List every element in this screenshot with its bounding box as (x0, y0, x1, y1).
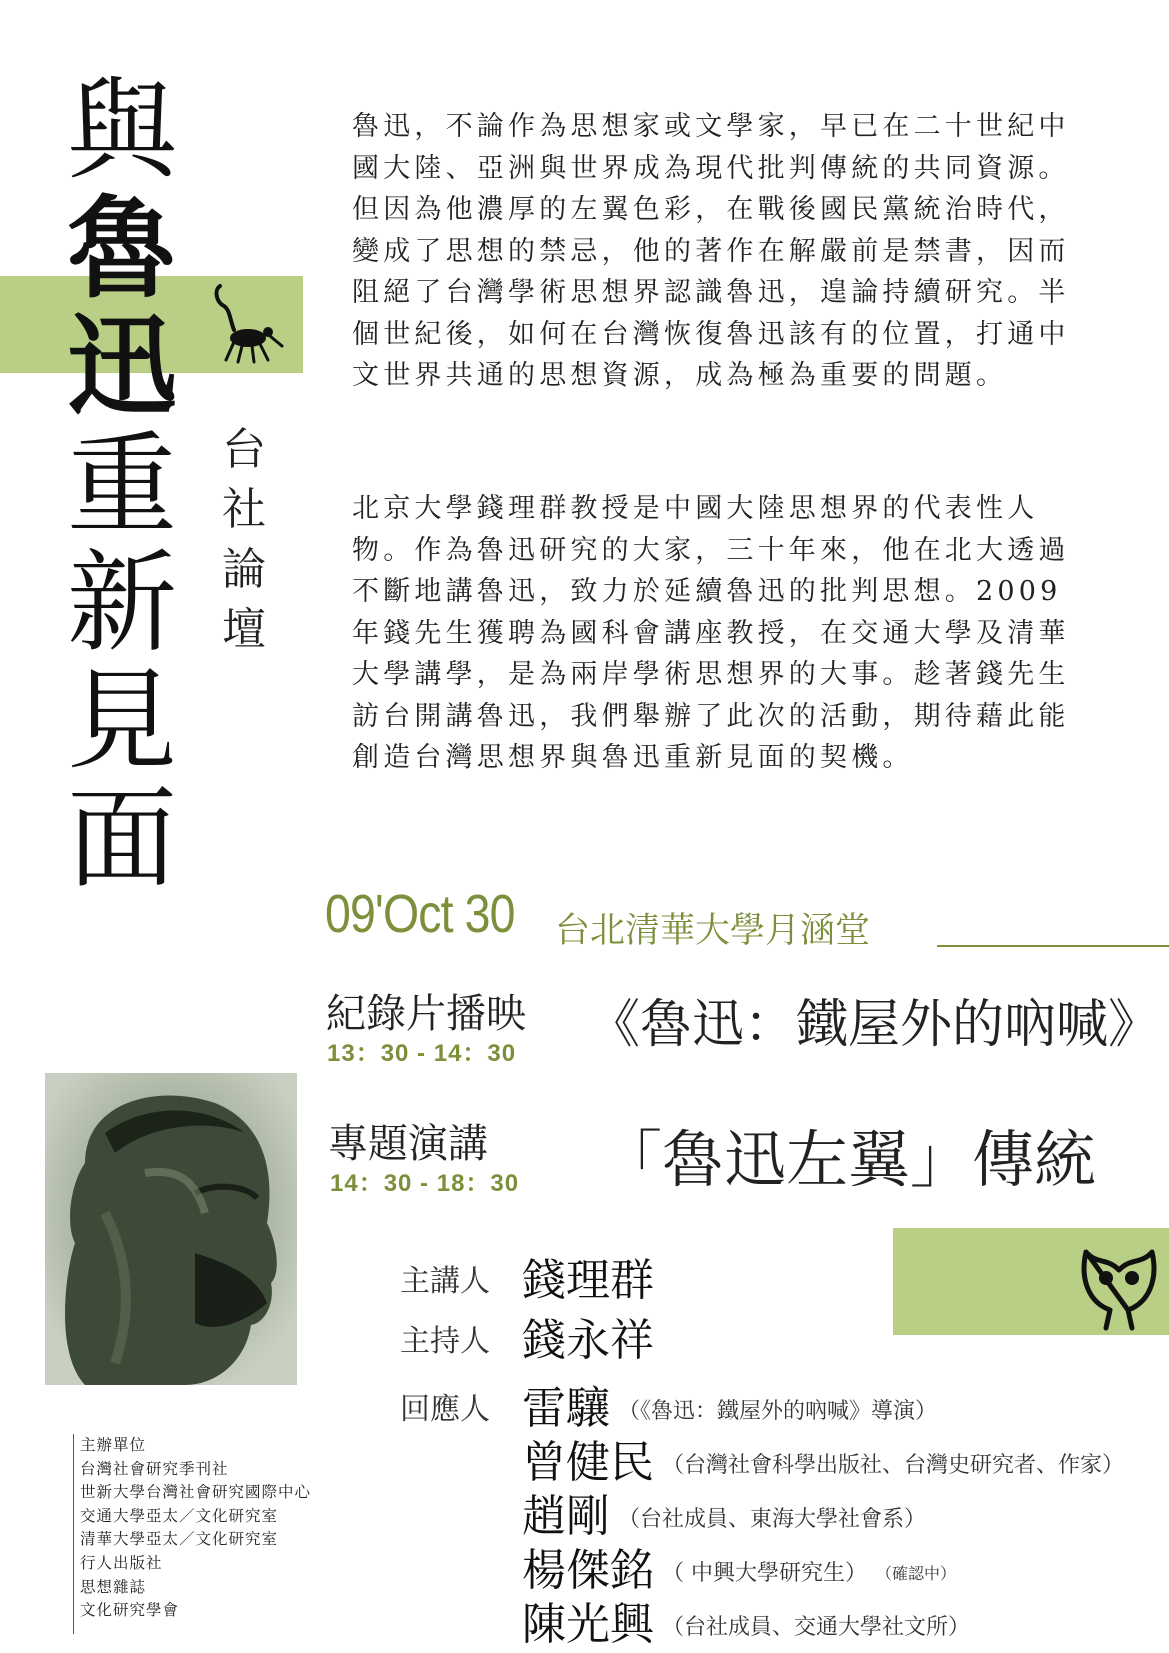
intro-paragraph-1: 魯迅，不論作為思想家或文學家，早已在二十世紀中國大陸、亞洲與世界成為現代批判傳統的共同資源。但因為他濃厚的左翼色彩，在戰後國民黨統治時代，變成了思想的禁忌，他的著作在解嚴前是禁書，因而阻絕了台灣學術思想界認識魯迅，遑論持續研究。半個世紀後，如何在台灣恢復魯迅該有的位置，打通中文世界共通的思想資源，成為極為重要的問題。 (352, 111, 1070, 391)
session-1-title: 《魯迅：鐵屋外的吶喊》 (588, 995, 1161, 1055)
title-char: 魯 (67, 184, 177, 313)
subtitle-char: 台 (222, 424, 266, 475)
speaker-label: 主講人 (400, 1264, 490, 1299)
subtitle-char: 社 (222, 484, 266, 535)
respondent-note: （台社成員、東海大學社會系） (618, 1507, 927, 1532)
event-venue: 台北清華大學月涵堂 (555, 911, 871, 951)
host-label: 主持人 (400, 1324, 490, 1359)
respondent-name: 曾健民 (522, 1437, 654, 1488)
organizer-item: 思想雜誌 (80, 1577, 147, 1596)
forum-subtitle (216, 420, 272, 660)
respondent-label: 回應人 (400, 1392, 490, 1427)
respondent-note: （台社成員、交通大學社文所） (662, 1615, 971, 1640)
speaker-name: 錢理群 (522, 1255, 654, 1306)
owl-icon (1080, 1238, 1158, 1332)
session-2-label: 專題演講 (328, 1121, 488, 1167)
subtitle-char: 論 (222, 544, 266, 595)
session-1-label: 紀錄片播映 (326, 991, 526, 1037)
intro-paragraph-2: 北京大學錢理群教授是中國大陸思想界的代表性人物。作為魯迅研究的大家，三十年來，他在北大透過不斷地講魯迅，致力於延續魯迅的批判思想。2009年錢先生獲聘為國科會講座教授，在交通大學及清華大學講學，是為兩岸學術思想界的大事。趁著錢先生訪台開講魯迅，我們舉辦了此次的活動，期待藉此能創造台灣思想界與魯迅重新見面的契機。 (352, 493, 1070, 773)
respondent-note: （台灣社會科學出版社、台灣史研究者、作家） (662, 1453, 1125, 1478)
scorpion-icon (212, 280, 288, 366)
organizer-item: 行人出版社 (80, 1553, 163, 1572)
respondent-name: 陳光興 (522, 1599, 654, 1650)
session-2-title: 「魯迅左翼」傳統 (600, 1123, 1097, 1196)
portrait-image (45, 1073, 297, 1385)
respondent-note: （ 中興大學研究生） (662, 1561, 867, 1586)
organizer-item: 清華大學亞太／文化研究室 (80, 1530, 279, 1549)
title-char: 見 (67, 657, 177, 785)
title-char: 迅 (67, 302, 177, 431)
venue-underline (937, 945, 1169, 947)
title-char: 新 (67, 539, 177, 667)
session-1-time: 13：30 - 14：30 (327, 1040, 517, 1067)
session-2-time: 14：30 - 18：30 (330, 1170, 520, 1197)
poster-title (62, 67, 182, 903)
organizer-item: 台灣社會研究季刊社 (80, 1459, 229, 1478)
organizer-item: 世新大學台灣社會研究國際中心 (80, 1483, 312, 1502)
title-char: 面 (67, 775, 177, 903)
event-date: 09'Oct 30 (325, 884, 515, 944)
event-date-venue (325, 883, 1169, 953)
organizers-list (73, 1434, 380, 1634)
host-name: 錢永祥 (522, 1315, 654, 1366)
title-char: 與 (67, 67, 177, 195)
title-char: 重 (67, 421, 177, 549)
respondent-name: 趙剛 (522, 1491, 610, 1542)
respondent-name: 雷驤 (522, 1383, 610, 1434)
organizer-item: 交通大學亞太／文化研究室 (80, 1506, 279, 1525)
subtitle-char: 壇 (222, 604, 266, 655)
respondent-note: （《魯迅：鐵屋外的吶喊》導演） (618, 1399, 938, 1424)
organizer-item: 主辦單位 (80, 1436, 147, 1454)
respondent-name: 楊傑銘 (522, 1545, 654, 1596)
organizer-item: 文化研究學會 (80, 1601, 180, 1620)
respondent-status: （確認中） (876, 1564, 957, 1583)
